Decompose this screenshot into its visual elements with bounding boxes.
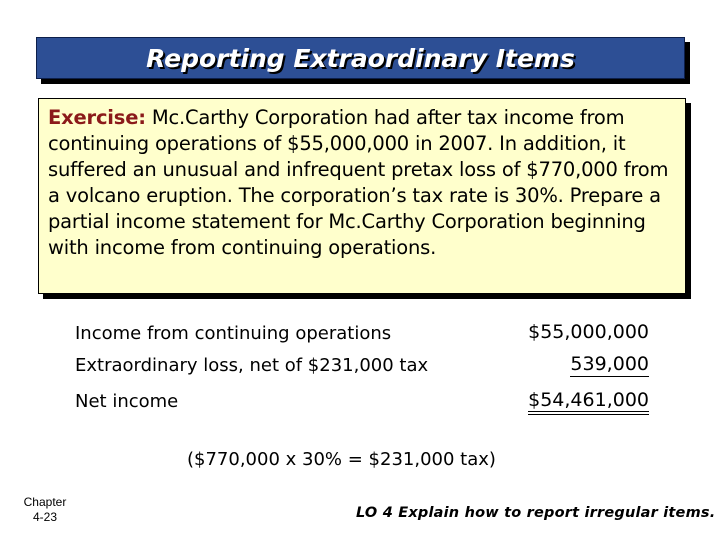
exercise-label: Exercise:: [48, 106, 146, 129]
net-income-amount-wrap: [489, 389, 649, 411]
statement-row-amount-underlined: [489, 353, 649, 375]
exercise-box: [38, 98, 686, 294]
title-banner: [36, 37, 685, 79]
chapter-label: Chapter: [23, 495, 67, 509]
learning-objective: LO 4 Explain how to report irregular items.: [356, 505, 716, 521]
chapter-indicator: [14, 495, 76, 525]
statement-row-label: Income from continuing operations: [75, 323, 392, 344]
exercise-text: Mc.Carthy Corporation had after tax income from continuing operations of $55,000,000 in 2007. In addition, it suffered an unusual and infrequent pretax loss of $770,000 from a volcano eruption. The corporation’s tax rate is 30%. Prepare a partial income statement for Mc.Carthy Corporation beginning with income from continuing operations.: [48, 106, 669, 259]
tax-calculation-note: ($770,000 x 30% = $231,000 tax): [187, 449, 496, 470]
net-income-amount: $54,461,000: [528, 389, 649, 415]
statement-row-amount: $55,000,000: [528, 321, 649, 343]
chapter-page: 4-23: [32, 510, 58, 524]
statement-row-label: Extraordinary loss, net of $231,000 tax: [75, 355, 429, 376]
net-income-label: Net income: [75, 391, 179, 412]
slide-title: Reporting Extraordinary Items: [146, 43, 575, 73]
underline-amount: 539,000: [570, 353, 649, 375]
